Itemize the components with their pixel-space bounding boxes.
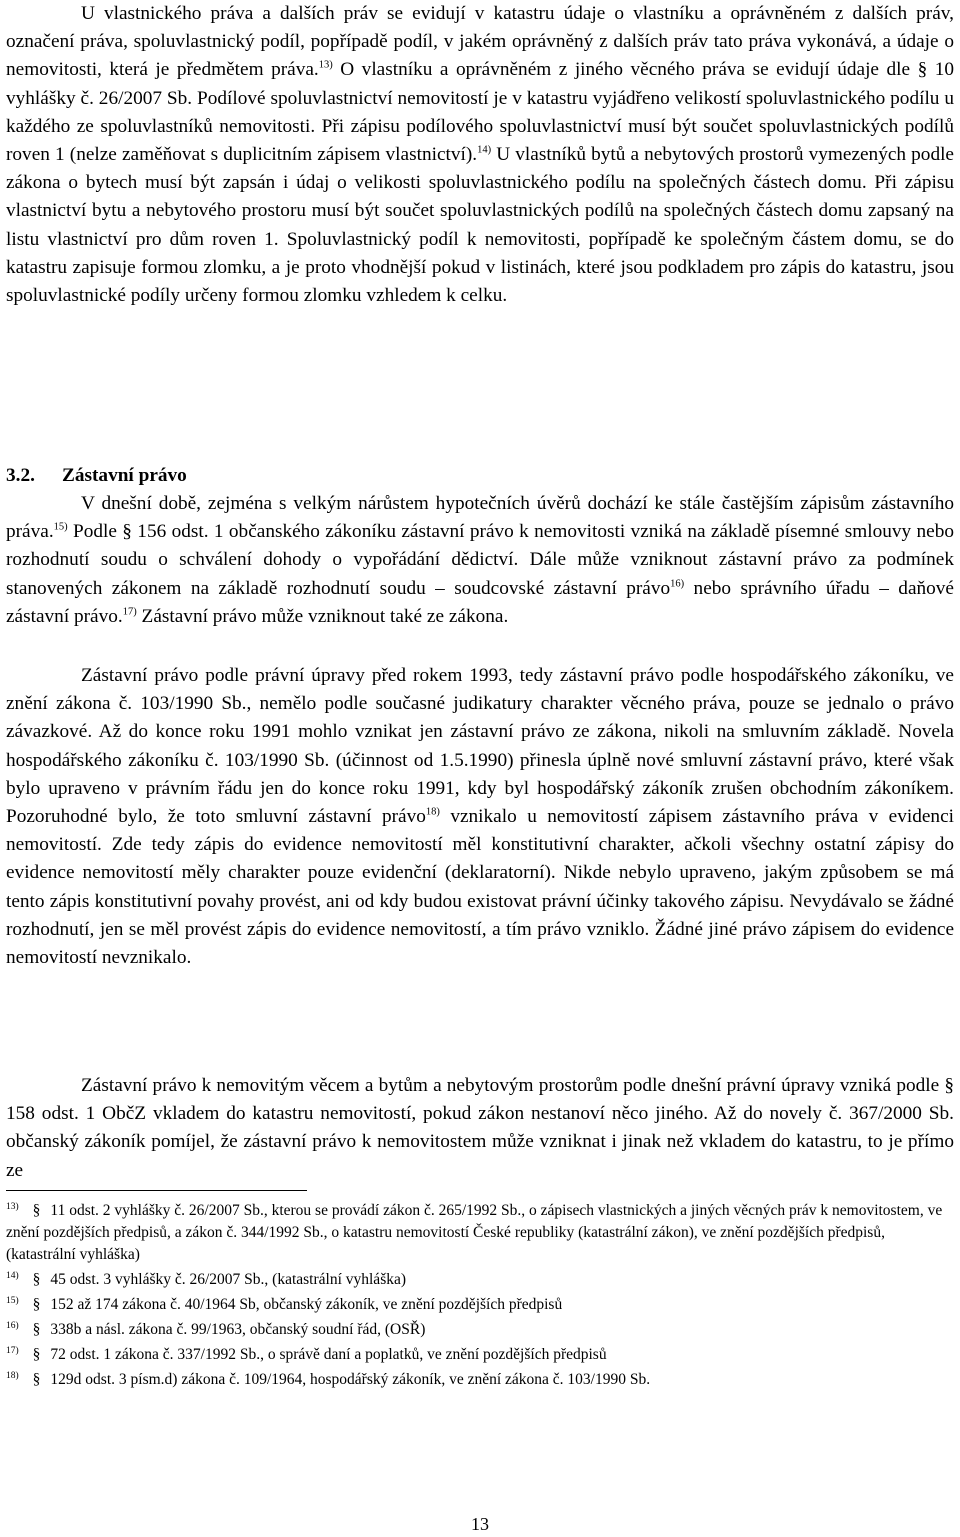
footnote-ref-14: 14) bbox=[477, 144, 492, 156]
paragraph-1 bbox=[6, 490, 954, 631]
footnote-mark: 14) bbox=[6, 1271, 19, 1281]
intro-text-3: Podílové spoluvlastnictví nemovitostí je v katastru vyjádřeno velikostí spoluvlastnického podílu u každého ze spoluvlastníků nemovitosti. Při zápisu podílového spoluvlastnictví musí být součet spoluvlastnických podílů roven 1 (nelze zaměňovat s duplicitním zápisem vlastnictví). bbox=[6, 87, 954, 166]
footnote-16 bbox=[6, 1319, 954, 1341]
footnote-separator bbox=[6, 1190, 307, 1191]
intro-paragraph bbox=[6, 0, 954, 310]
footnotes bbox=[6, 1200, 954, 1394]
p2-text-a: Zástavní právo podle právní úpravy před rokem 1993, tedy zástavní právo podle hospodářského zákoníku, ve znění zákona č. 103/1990 Sb., nemělo podle současné judikatury charakter věcného práva, pouze se jednalo o právo závazkové. Až do konce roku 1991 mohlo vznikat jen zástavní právo ze zákona, nikoli na smluvním základě. Novela hospodářského zákoníku č. 103/1990 Sb. (účinnost od 1.5.1990) přinesla úplně nové smluvní zástavní právo, které však bylo upraveno v právním řádu jen do konce roku 1991, kdy byl hospodářský zákoník zrušen obchodním zákoníkem. Pozoruhodné bylo, že toto smluvní zástavní právo bbox=[6, 665, 954, 828]
footnote-mark: 18) bbox=[6, 1371, 19, 1381]
intro-text-2: O vlastníku a oprávněném z jiného věcného práva se evidují údaje dle § 10 vyhlášky č. 26/2007 Sb. bbox=[6, 59, 954, 109]
footnote-14 bbox=[6, 1269, 954, 1291]
footnote-text: 152 až 174 zákona č. 40/1964 Sb, občanský zákoník, ve znění pozdějších předpisů bbox=[50, 1296, 563, 1313]
p1-text-a: V dnešní době, zejména s velkým nárůstem hypotečních úvěrů dochází ke stále častějším zápisům zástavního práva. bbox=[6, 493, 954, 543]
footnote-text: 129d odst. 3 písm.d) zákona č. 109/1964, hospodářský zákoník, ve znění zákona č. 103/1990 Sb. bbox=[50, 1371, 651, 1388]
section-title: Zástavní právo bbox=[62, 465, 187, 486]
footnote-text: 45 odst. 3 vyhlášky č. 26/2007 Sb., (katastrální vyhláška) bbox=[50, 1271, 407, 1288]
footnote-ref-13: 13) bbox=[318, 59, 333, 71]
paragraph-2 bbox=[6, 662, 954, 972]
paragraph-3 bbox=[6, 1072, 954, 1185]
intro-text-4: U vlastníků bytů a nebytových prostorů vymezených podle zákona o bytech musí být zapsán i údaj o velikosti spoluvlastnického podílu na společných částech domu. Při zápisu vlastnictví bytu a nebytového prostoru musí být součet spoluvlastnických podílů na společných částech domu zapsaný na listu vlastnictví pro dům roven 1. Spoluvlastnický podíl k nemovitosti, popřípadě ke společným částem domu, se do katastru zapisuje formou zlomku, a je proto vhodnější pokud v listinách, které jsou podkladem pro zápis do katastru, jsou spoluvlastnické podíly určeny formou zlomku vzhledem k celku. bbox=[6, 144, 954, 307]
p1-text-b: Podle § 156 odst. 1 občanského zákoníku zástavní právo k nemovitosti vzniká na základě písemné smlouvy nebo rozhodnutí soudu o schválení dohody o vypořádání dědictví. Dále může vzniknout zástavní právo za podmínek stanovených zákonem na základě rozhodnutí soudu – soudcovské zástavní právo bbox=[6, 521, 954, 599]
p1-text-c: nebo správního úřadu – daňové zástavní právo. bbox=[6, 577, 954, 627]
footnote-ref-16: 16) bbox=[670, 578, 685, 590]
section-sign: § bbox=[32, 1271, 41, 1288]
footnote-mark: 15) bbox=[6, 1296, 19, 1306]
footnote-text: 338b a násl. zákona č. 99/1963, občanský soudní řád, (OSŘ) bbox=[50, 1321, 426, 1338]
footnote-ref-18: 18) bbox=[425, 806, 440, 818]
section-sign: § bbox=[32, 1202, 41, 1219]
section-number: 3.2. bbox=[6, 465, 35, 486]
footnote-13 bbox=[6, 1200, 954, 1266]
footnote-text: 11 odst. 2 vyhlášky č. 26/2007 Sb., kterou se provádí zákon č. 265/1992 Sb., o zápisech vlastnických a jiných věcných práv k nemovitostem, ve znění pozdějších předpisů, a zákon č. 344/1992 Sb., o katastru nemovitostí České republiky (katastrální zákon), ve znění pozdějších předpisů, (katastrální vyhláška) bbox=[6, 1202, 943, 1263]
footnote-17 bbox=[6, 1344, 954, 1366]
footnote-18 bbox=[6, 1369, 954, 1391]
p1-text-d: Zástavní právo může vzniknout také ze zákona. bbox=[141, 605, 509, 627]
section-sign: § bbox=[32, 1371, 41, 1388]
section-sign: § bbox=[32, 1321, 41, 1338]
section-sign: § bbox=[32, 1296, 41, 1313]
footnote-mark: 16) bbox=[6, 1321, 19, 1331]
footnote-mark: 13) bbox=[6, 1202, 19, 1212]
footnote-ref-17: 17) bbox=[122, 606, 137, 618]
p3-text: Zástavní právo k nemovitým věcem a bytům a nebytovým prostorům podle dnešní právní úpravy vzniká podle § 158 odst. 1 ObčZ vkladem do katastru nemovitostí, pokud zákon nestanoví něco jiného. Až do novely č. 367/2000 Sb. občanský zákoník pomíjel, že zástavní právo k nemovitostem může vzniknat i jinak než vkladem do katastru, to je přímo ze bbox=[6, 1075, 954, 1181]
section-sign: § bbox=[32, 1346, 41, 1363]
footnote-ref-15: 15) bbox=[53, 521, 68, 533]
page-number: 13 bbox=[471, 1514, 489, 1534]
p2-text-b: vznikalo u nemovitostí zápisem zástavního práva v evidenci nemovitostí. Zde tedy zápis do evidence nemovitostí měl konstitutivní charakter, ačkoli všechny ostatní zápisy do evidence nemovitostí měly charakter pouze evidenční (deklaratorní). Nikde nebylo upraveno, jakým způsobem se má tento zápis konstitutivní povahy provést, ani od kdy budou existovat právní účinky takového zápisu. Nevydávalo se žádné rozhodnutí, jen se měl provést zápis do evidence nemovitostí, a tím právo vzniklo. Žádné jiné právo zápisem do evidence nemovitostí nevznikalo. bbox=[6, 806, 954, 969]
footnote-mark: 17) bbox=[6, 1346, 19, 1356]
section-heading bbox=[6, 462, 187, 490]
footnote-15 bbox=[6, 1294, 954, 1316]
intro-text-1: U vlastnického práva a dalších práv se evidují v katastru údaje o vlastníku a oprávněném z dalších práv, označení práva, spoluvlastnický podíl, popřípadě podíl, v jakém oprávněný z dalších práv tato práva vykonává, a údaje o nemovitosti, která je předmětem práva. bbox=[6, 3, 954, 81]
footnote-text: 72 odst. 1 zákona č. 337/1992 Sb., o správě daní a poplatků, ve znění pozdějších předpisů bbox=[50, 1346, 607, 1363]
